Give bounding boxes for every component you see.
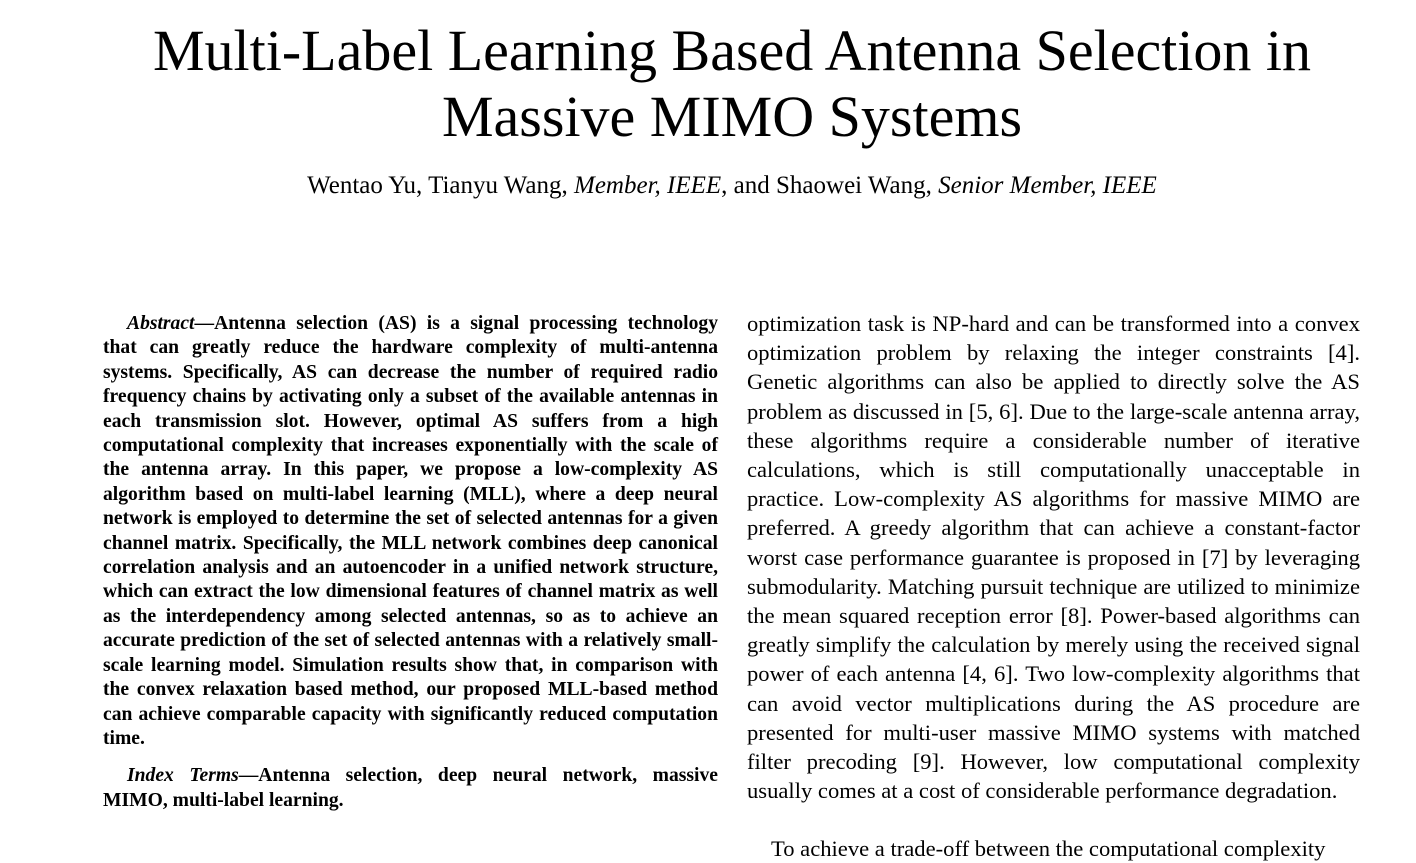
author-role: Senior Member, IEEE <box>938 172 1157 199</box>
author-line <box>60 170 1404 202</box>
author-separator: , <box>561 172 574 199</box>
author-name: Wentao Yu <box>307 172 416 199</box>
right-column <box>747 309 1360 805</box>
index-terms <box>103 764 718 813</box>
abstract-body: Antenna selection (AS) is a signal processing technology that can greatly reduce the hardware complexity of multi-antenna systems. Specifically, AS can decrease the number of required radio frequency chains by activating only a subset of the available antennas in each transmission slot. However, optimal AS suffers from a high computational complexity that increases exponentially with the scale of the antenna array. In this paper, we propose a low-complexity AS algorithm based on multi-label learning (MLL), where a deep neural network is employed to determine the set of selected antennas for a given channel matrix. Specifically, the MLL network combines deep canonical correlation analysis and an autoencoder in a unified network structure, which can extract the low dimensional features of channel matrix as well as the interdependency among selected antennas, so as to achieve an accurate prediction of the set of selected antennas with a relatively small-scale learning model. Simulation results show that, in comparison with the convex relaxation based method, our proposed MLL-based method can achieve comparable capacity with significantly reduced computation time. <box>103 313 718 749</box>
left-column <box>103 312 718 813</box>
author-separator: , <box>925 172 939 199</box>
abstract-dash: — <box>194 313 215 334</box>
paper-title: Multi-Label Learning Based Antenna Selection in Massive MIMO Systems <box>152 18 1312 149</box>
author-name: Shaowei Wang <box>776 172 926 199</box>
clipped-next-line: To achieve a trade-off between the computational complexity <box>771 836 1326 861</box>
body-paragraph: optimization task is NP-hard and can be transformed into a convex optimization problem by relaxing the integer constraints [4]. Genetic algorithms can also be applied to directly solve the AS problem as discussed in [5, 6]. Due to the large-scale antenna array, these algorithms require a considerable number of iterative calculations, which is still computationally unacceptable in practice. Low-complexity AS algorithms for massive MIMO are preferred. A greedy algorithm that can achieve a constant-factor worst case performance guarantee is proposed in [7] by leveraging submodularity. Matching pursuit technique are utilized to minimize the mean squared reception error [8]. Power-based algorithms can greatly simplify the calculation by merely using the received signal power of each antenna [4, 6]. Two low-complexity algorithms that can avoid vector multiplications during the AS procedure are presented for multi-user massive MIMO systems with matched filter precoding [9]. However, low computational complexity usually comes at a cost of considerable performance degradation. <box>747 311 1360 804</box>
author-separator: , and <box>721 172 777 199</box>
index-terms-heading: Index Terms <box>127 765 239 787</box>
author-separator: , <box>416 172 429 199</box>
author-name: Tianyu Wang <box>428 172 562 199</box>
index-terms-dash: — <box>238 765 259 787</box>
abstract <box>103 312 718 751</box>
index-terms-body: Antenna selection, deep neural network, massive MIMO, multi-label learning. <box>103 765 718 811</box>
abstract-heading: Abstract <box>127 313 195 334</box>
author-role: Member, IEEE <box>574 172 722 199</box>
